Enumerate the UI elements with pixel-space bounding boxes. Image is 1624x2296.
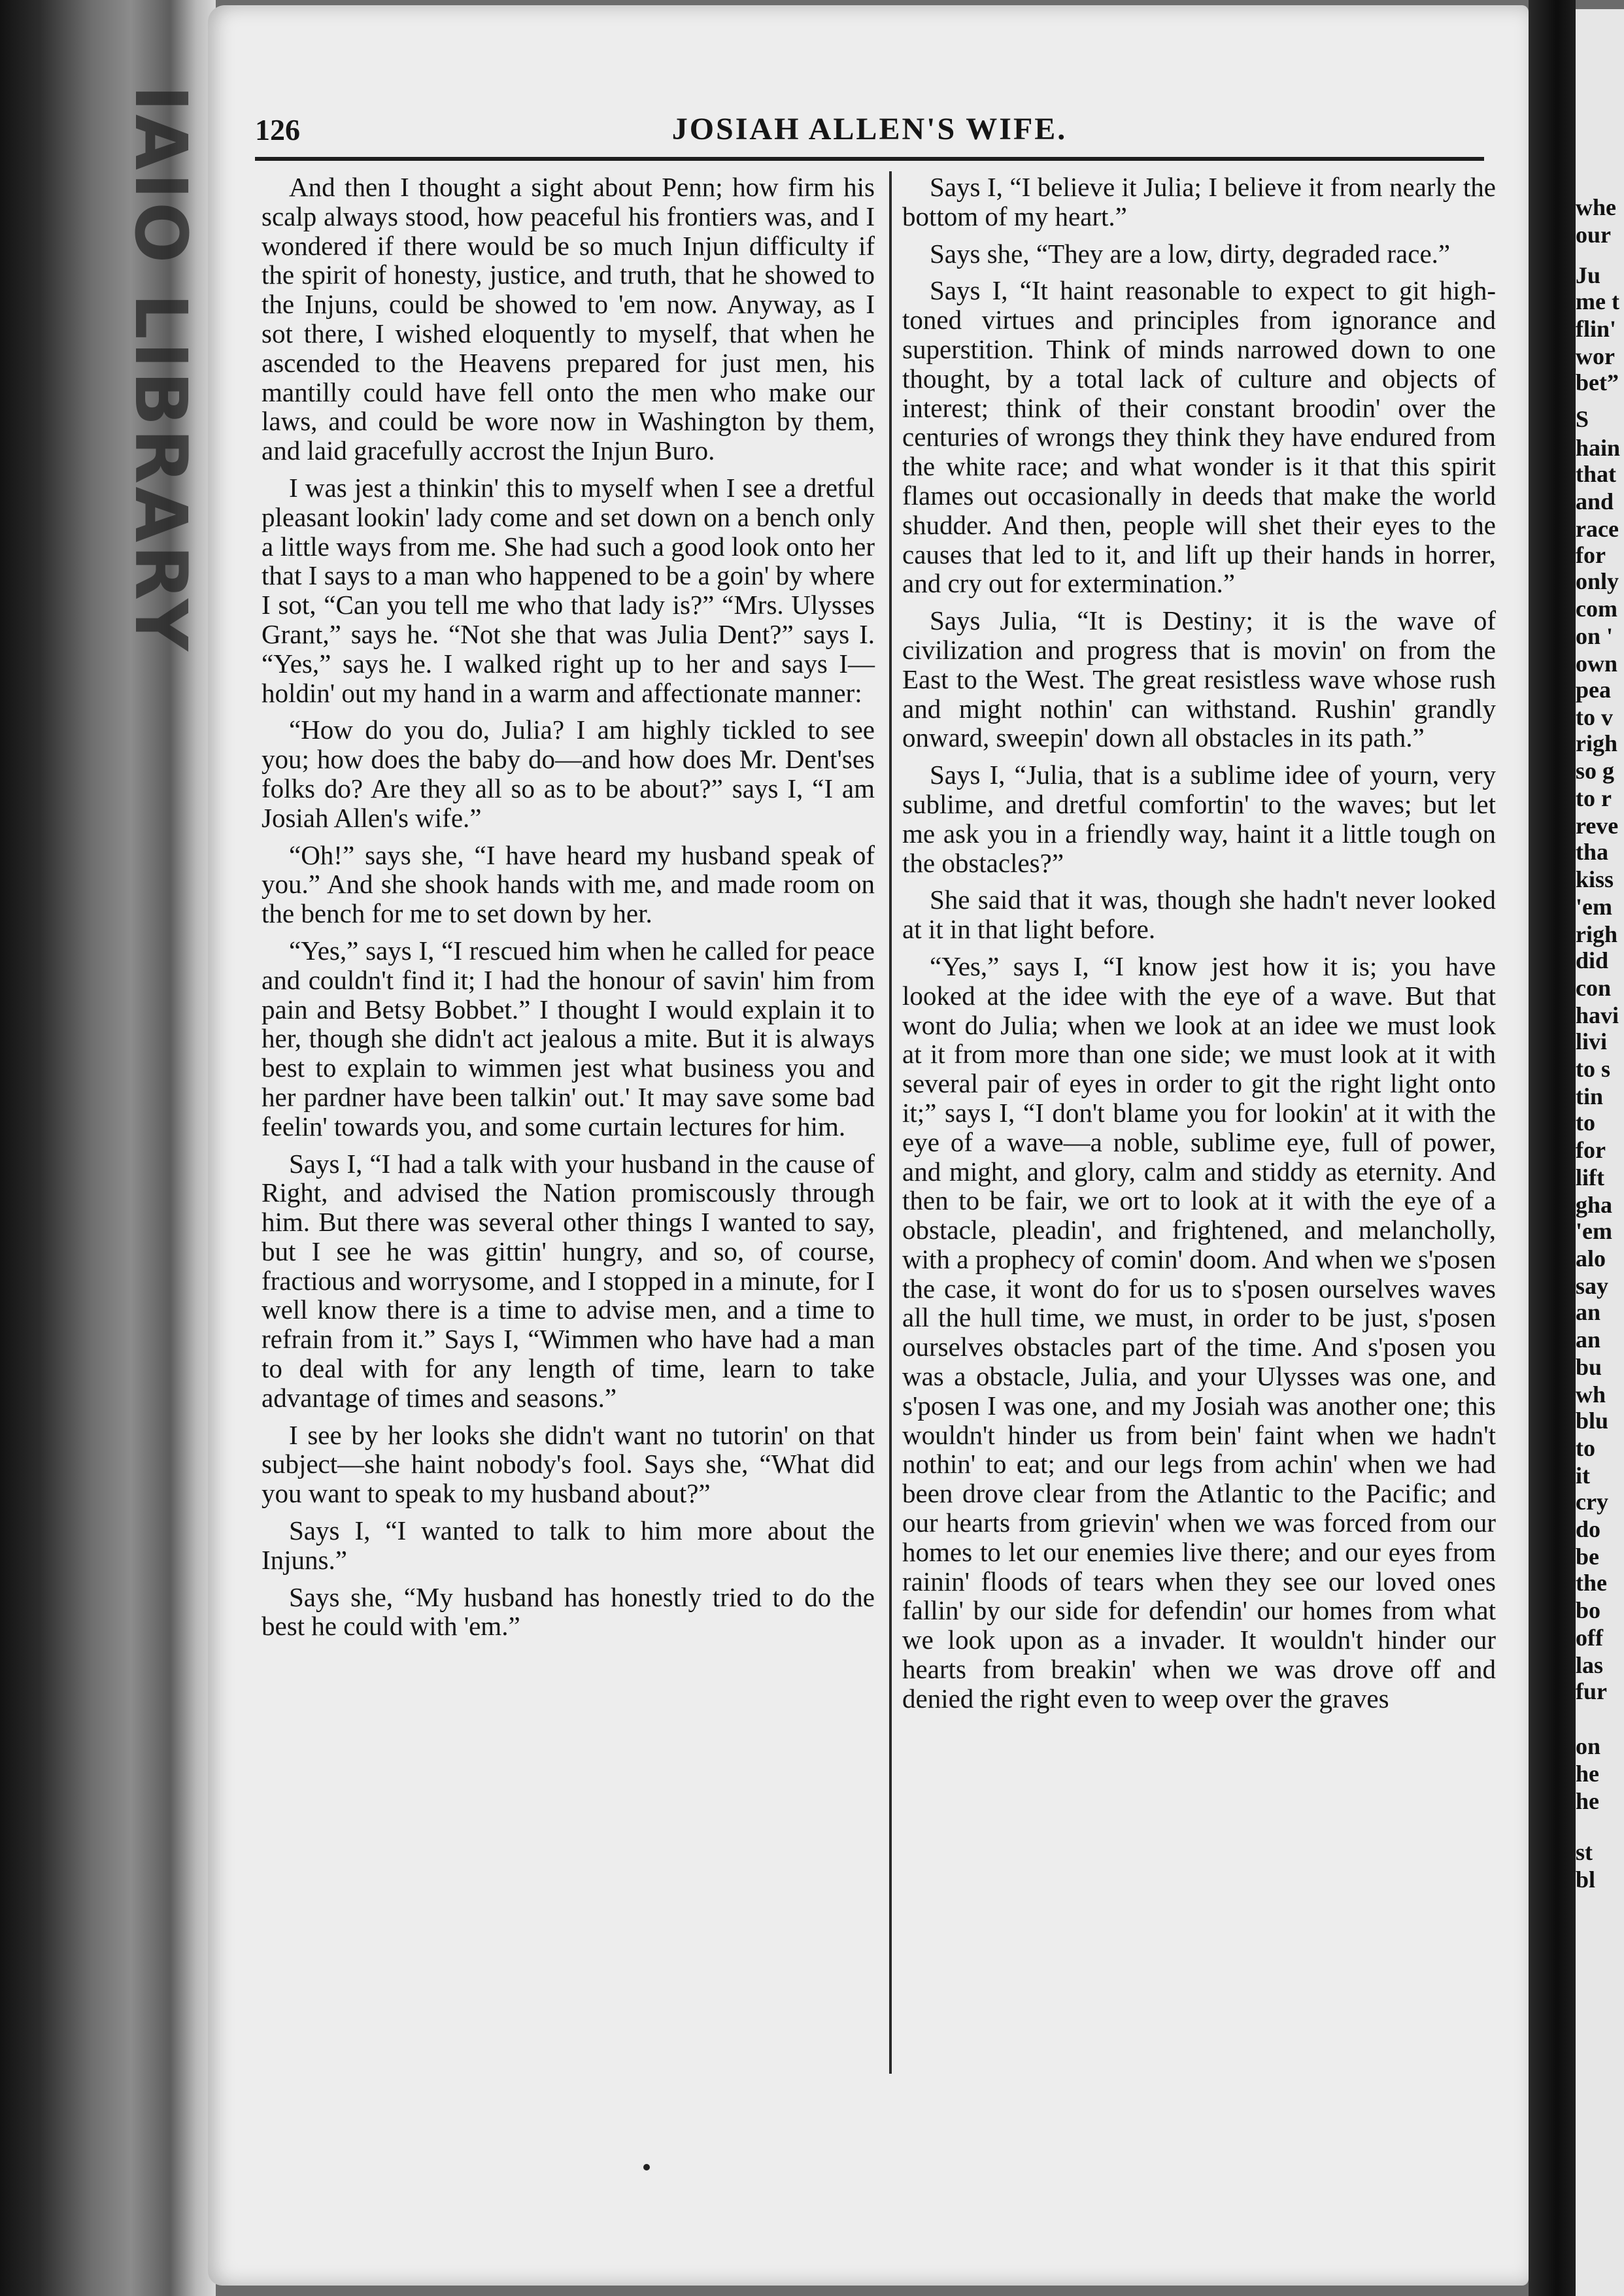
paragraph: And then I thought a sight about Penn; how firm his scalp always stood, how peaceful his frontiers was, and I wondered if there would be so much Injun difficulty if the spirit of honesty, justice, and truth, that he showed to the Injuns, could be showed to 'em now. Anyway, as I sot there, I wished eloquently to myself, that when he ascended to the Heavens prepared for just men, his mantilly could have fell onto the men who make our laws, and could be wore now in Washington by them, and laid gracefully accrost the Injun Buro. bbox=[262, 172, 875, 466]
facing-page-fragment: bl bbox=[1576, 1866, 1596, 1893]
facing-page-fragment: blu bbox=[1576, 1408, 1609, 1434]
paragraph: I see by her looks she didn't want no tutorin' on that subject—she haint nobody's fool. Says she, “What did you want to speak to my husband about?” bbox=[262, 1419, 875, 1509]
paragraph: Says she, “My husband has honestly tried to do the best he could with 'em.” bbox=[262, 1581, 875, 1642]
facing-page-fragment: hain bbox=[1576, 435, 1621, 461]
facing-page-fragment: the bbox=[1576, 1570, 1607, 1596]
spine-label: IAIO LIBRARY bbox=[119, 85, 203, 654]
facing-page-fragment: las bbox=[1576, 1652, 1604, 1678]
facing-page-fragment: for bbox=[1576, 542, 1606, 568]
facing-page-fragment: righ bbox=[1576, 730, 1618, 756]
facing-page-fragment: own bbox=[1576, 650, 1618, 677]
facing-page-fragment: do bbox=[1576, 1516, 1601, 1542]
paragraph: Says I, “It haint reasonable to expect to git high-toned virtues and principles from ignorance and superstition. Think of minds narrowed down to one thought, by a total lack of culture and objects of interest; think of their constant broodin' over the centuries of wrongs they think they have endured from the white race; and what wonder is it that this spirit flames out occasionally in deeds that make the world shudder. And then, people will shet their eyes to the causes that led to it, and lift up their hands in horrer, and cry out for extermination.” bbox=[902, 275, 1496, 599]
facing-page-fragment: so g bbox=[1576, 758, 1615, 784]
paragraph: Says Julia, “It is Destiny; it is the wave of civilization and progress that is movin' on from the East to the West. The great resistless wave whose rush and might nothin' can withstand. Rushin' grandly onward, sweepin' down all obstacles in its path.” bbox=[902, 605, 1496, 753]
column-divider bbox=[889, 171, 892, 2074]
paragraph: “Yes,” says I, “I rescued him when he called for peace and couldn't find it; I had the honour of savin' him from pain and Betsy Bobbet.” I thought I would explain it to her, though she didn't act jealous a mite. But it is always best to explain to wimmen jest what business you and her pardner have been talkin' out.' It may save some bad feelin' towards you, and some curtain lectures for him. bbox=[262, 935, 875, 1141]
facing-page-fragment: to bbox=[1576, 1109, 1595, 1136]
facing-page-fragment: bo bbox=[1576, 1597, 1601, 1623]
facing-page-edge bbox=[1576, 9, 1624, 2296]
facing-page-fragment: con bbox=[1576, 975, 1611, 1001]
facing-page-fragment: lift bbox=[1576, 1164, 1604, 1190]
facing-page-fragment: kiss bbox=[1576, 866, 1614, 892]
paragraph: Says I, “Julia, that is a sublime idee of yourn, very sublime, and dretful comfortin' to the waves; but let me ask you in a friendly way, haint it a little tough on the obstacles?” bbox=[902, 760, 1496, 878]
facing-page-fragment: bet” bbox=[1576, 369, 1619, 396]
facing-page-fragment: for bbox=[1576, 1137, 1606, 1163]
facing-page-fragment: S bbox=[1576, 406, 1589, 432]
paragraph: She said that it was, though she hadn't never looked at it in that light before. bbox=[902, 885, 1496, 945]
facing-page-fragment: to s bbox=[1576, 1056, 1610, 1082]
paragraph: Says I, “I wanted to talk to him more about the Injuns.” bbox=[262, 1515, 875, 1575]
facing-page-fragment: only bbox=[1576, 568, 1619, 594]
facing-page-fragment: he bbox=[1576, 1761, 1599, 1787]
header-rule bbox=[255, 157, 1484, 161]
facing-page-fragment: tin bbox=[1576, 1083, 1604, 1109]
facing-page-fragment: righ bbox=[1576, 921, 1618, 947]
facing-page-fragment: fur bbox=[1576, 1678, 1607, 1704]
facing-page-fragment: race bbox=[1576, 516, 1619, 542]
paragraph: “How do you do, Julia? I am highly tickled to see you; how does the baby do—and how does Mr. Dent'ses folks do? Are they all so as to be about?” says I, “I am Josiah Allen's wife.” bbox=[262, 715, 875, 833]
paragraph: Says I, “I had a talk with your husband in the cause of Right, and advised the Nation promiscously through him. But there was several other things I wanted to say, but I see he was gittin' hungry, and so, of course, fractious and worrysome, and I stopped in a minute, for I well know there is a time to advise men, and a time to refrain from it.” Says I, “Wimmen who have had a man to deal with for any length of time, learn to take advantage of times and seasons.” bbox=[262, 1148, 875, 1413]
facing-page-fragment: off bbox=[1576, 1625, 1603, 1651]
facing-page-fragment: 'em bbox=[1576, 894, 1612, 920]
book-gutter bbox=[1529, 0, 1576, 2296]
facing-page-fragment: an bbox=[1576, 1326, 1601, 1353]
paragraph: I was jest a thinkin' this to myself when I see a dretful pleasant lookin' lady come and set down on a bench only a little ways from me. She had such a good look onto her that I says to a man who happened to be a goin' by where I sot, “Can you tell me who that lady is?” “Mrs. Ulysses Grant,” says he. “Not she that was Julia Dent?” says I. “Yes,” says he. I walked right up to her and says I—holdin' out my hand in a warm and affectionate manner: bbox=[262, 472, 875, 708]
right-column bbox=[902, 173, 1496, 1721]
facing-page-fragment: pea bbox=[1576, 677, 1611, 703]
facing-page-fragment: whe bbox=[1576, 194, 1616, 220]
facing-page-fragment: tha bbox=[1576, 839, 1609, 865]
facing-page-fragment: 'em bbox=[1576, 1218, 1612, 1244]
facing-page-fragment: it bbox=[1576, 1462, 1590, 1489]
facing-page-fragment: wh bbox=[1576, 1381, 1606, 1408]
facing-page-fragment: gha bbox=[1576, 1192, 1613, 1218]
running-title: JOSIAH ALLEN'S WIFE. bbox=[671, 112, 1068, 146]
paragraph: “Yes,” says I, “I know jest how it is; you have looked at the idee with the eye of a wave. But that wont do Julia; when we look at an idee we must look at it from more than one side; we must look at it with several pair of eyes in order to git the right light onto it;” says I, “I don't blame you for lookin' at it with the eye of a wave—a noble, sublime eye, full of power, and might, and glory, calm and stiddy as eternity. And then to be fair, we ort to look at it with the eye of a obstacle, pleadin', and frightened, and melancholly, with a prophecy of comin' doom. And when we s'posen the case, it wont do for us to s'posen ourselves waves all the hull time, we must, in order to be just, s'posen ourselves obstacles part of the time. And s'posen you was a obstacle, Julia, and your Ulysses was one, and s'posen I was one, and my Josiah was another one; this wouldn't hinder us from bein' faint when we hadn't nothin' to eat; and our legs from achin' when we had been drove clear from the Atlantic to the Pacific; and our hearts from grievin' when we was forced from our homes to let our enemies live there; and our eyes from rainin' floods of tears when they see our loved ones fallin' by our side for defendin' our homes from what we look upon as a invader. It wouldn't hinder our hearts from breakin' when we was drove off and denied the right even to weep over the graves bbox=[902, 951, 1496, 1714]
facing-page-fragment: com bbox=[1576, 596, 1617, 622]
paragraph: Says I, “I believe it Julia; I believe it from nearly the bottom of my heart.” bbox=[902, 172, 1496, 231]
facing-page-fragment: havi bbox=[1576, 1002, 1619, 1028]
facing-page-fragment: did bbox=[1576, 947, 1609, 973]
facing-page-fragment: be bbox=[1576, 1544, 1599, 1570]
facing-page-fragment: to r bbox=[1576, 785, 1612, 811]
paragraph: Says she, “They are a low, dirty, degraded race.” bbox=[930, 238, 1451, 269]
facing-page-fragment: to v bbox=[1576, 704, 1613, 730]
ink-dot bbox=[643, 2164, 650, 2170]
facing-page-fragment: an bbox=[1576, 1299, 1601, 1325]
facing-page-fragment: he bbox=[1576, 1788, 1599, 1814]
facing-page-fragment: say bbox=[1576, 1273, 1609, 1299]
facing-page-fragment: me t bbox=[1576, 288, 1619, 314]
left-column bbox=[262, 173, 875, 1649]
facing-page-fragment: livi bbox=[1576, 1028, 1608, 1055]
facing-page-fragment: on ' bbox=[1576, 623, 1614, 649]
book-spine bbox=[0, 0, 216, 2296]
page-header bbox=[255, 98, 1484, 157]
facing-page-fragment: bu bbox=[1576, 1354, 1602, 1380]
page-number: 126 bbox=[255, 113, 300, 146]
facing-page-fragment: wor bbox=[1576, 343, 1615, 369]
paragraph: “Oh!” says she, “I have heard my husband speak of you.” And she shook hands with me, and made room on the bench for me to set down by her. bbox=[262, 839, 875, 929]
facing-page-fragment: our bbox=[1576, 222, 1611, 248]
facing-page-fragment: st bbox=[1576, 1839, 1593, 1865]
facing-page-fragment: on bbox=[1576, 1733, 1601, 1759]
facing-page-fragment: that bbox=[1576, 461, 1616, 487]
facing-page-fragment: flin' bbox=[1576, 316, 1617, 342]
facing-page-fragment: reve bbox=[1576, 813, 1619, 839]
facing-page-fragment: cry bbox=[1576, 1489, 1608, 1515]
facing-page-fragment: alo bbox=[1576, 1245, 1606, 1272]
facing-page-fragment: Ju bbox=[1576, 262, 1601, 288]
facing-page-fragment: and bbox=[1576, 488, 1614, 515]
facing-page-fragment: to bbox=[1576, 1435, 1595, 1461]
